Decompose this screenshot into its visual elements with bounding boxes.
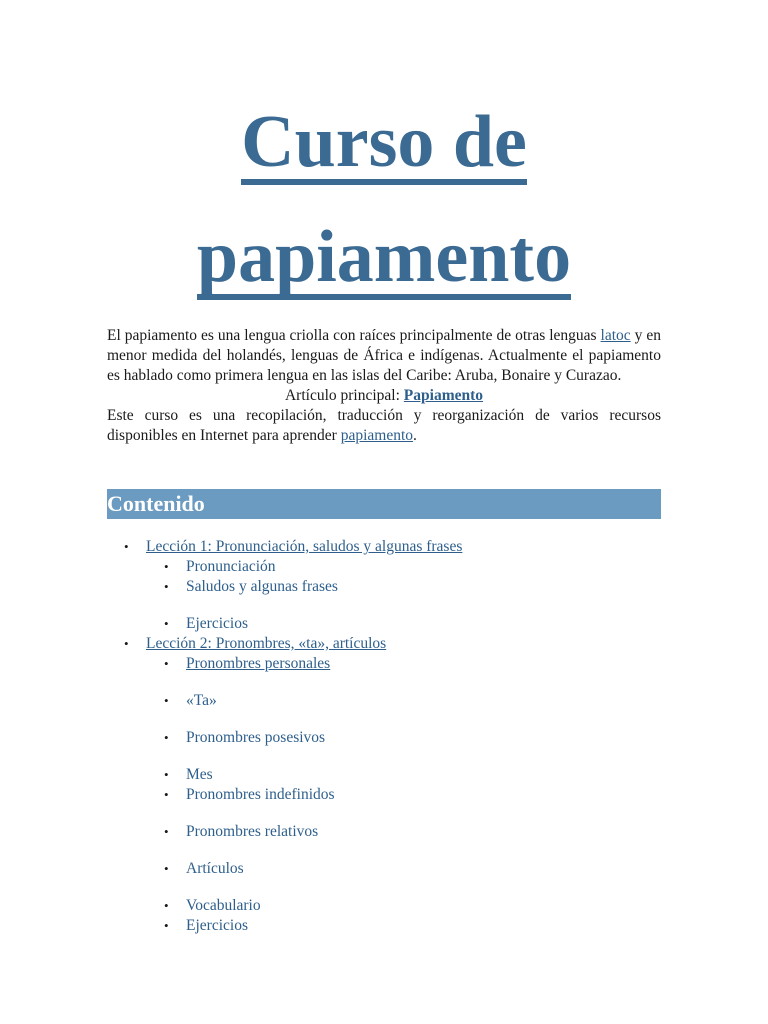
toc-lesson-1 xyxy=(107,537,661,557)
pronunciacion-link[interactable]: Pronunciación xyxy=(186,558,276,575)
table-of-contents xyxy=(107,537,661,936)
papiamento-article-link[interactable]: Papiamento xyxy=(403,387,484,404)
toc-item xyxy=(107,896,661,916)
lesson-1-link[interactable]: Lección 1: Pronunciación, saludos y algunas frases xyxy=(146,538,463,555)
title-line-2[interactable]: papiamento xyxy=(196,216,572,298)
papiamento-link[interactable]: papiamento xyxy=(340,427,414,444)
toc-item xyxy=(107,822,661,842)
intro-text: y en menor medida del holandés, lenguas de África e indígenas. Actualmente el papiamento es hablado como primera lengua en las islas del Caribe: Aruba, Bonaire y Curazao. xyxy=(107,327,661,384)
toc-item xyxy=(107,728,661,748)
ejercicios-1-link[interactable]: Ejercicios xyxy=(186,615,248,632)
intro-paragraph-1 xyxy=(107,326,661,386)
toc-item xyxy=(107,691,661,711)
lesson-2-link[interactable]: Lección 2: Pronombres, «ta», artículos xyxy=(146,635,387,652)
toc-lesson-2 xyxy=(107,634,661,654)
contents-heading: Contenido xyxy=(107,489,661,519)
toc-item xyxy=(107,577,661,597)
ta-link[interactable]: «Ta» xyxy=(186,692,217,709)
latoc-link[interactable]: latoc xyxy=(600,327,631,344)
articulos-link[interactable]: Artículos xyxy=(186,860,244,877)
main-article-prefix: Artículo principal: xyxy=(284,387,404,404)
pronombres-personales-link[interactable]: Pronombres personales xyxy=(186,655,331,672)
toc-item xyxy=(107,557,661,577)
intro-text: El papiamento es una lengua criolla con raíces principalmente de otras lenguas xyxy=(107,327,601,344)
title-line-1[interactable]: Curso de xyxy=(241,101,527,183)
toc-item xyxy=(107,614,661,634)
document-page xyxy=(107,0,661,936)
toc-item xyxy=(107,785,661,805)
intro-text: . xyxy=(413,427,417,444)
saludos-link[interactable]: Saludos y algunas frases xyxy=(186,578,338,595)
intro-text: Este curso es una recopilación, traducción y reorganización de varios recursos disponibles en Internet para aprender xyxy=(107,407,661,444)
pronombres-indefinidos-link[interactable]: Pronombres indefinidos xyxy=(186,786,335,803)
intro-paragraph-2 xyxy=(107,406,661,446)
mes-link[interactable]: Mes xyxy=(186,766,213,783)
intro-section xyxy=(107,326,661,446)
pronombres-posesivos-link[interactable]: Pronombres posesivos xyxy=(186,729,326,746)
main-article-note xyxy=(107,386,661,406)
page-title xyxy=(0,92,768,307)
toc-item xyxy=(107,916,661,936)
toc-item xyxy=(107,765,661,785)
toc-item xyxy=(107,859,661,879)
toc-item xyxy=(107,654,661,674)
vocabulario-link[interactable]: Vocabulario xyxy=(186,897,261,914)
ejercicios-2-link[interactable]: Ejercicios xyxy=(186,917,248,934)
pronombres-relativos-link[interactable]: Pronombres relativos xyxy=(186,823,319,840)
